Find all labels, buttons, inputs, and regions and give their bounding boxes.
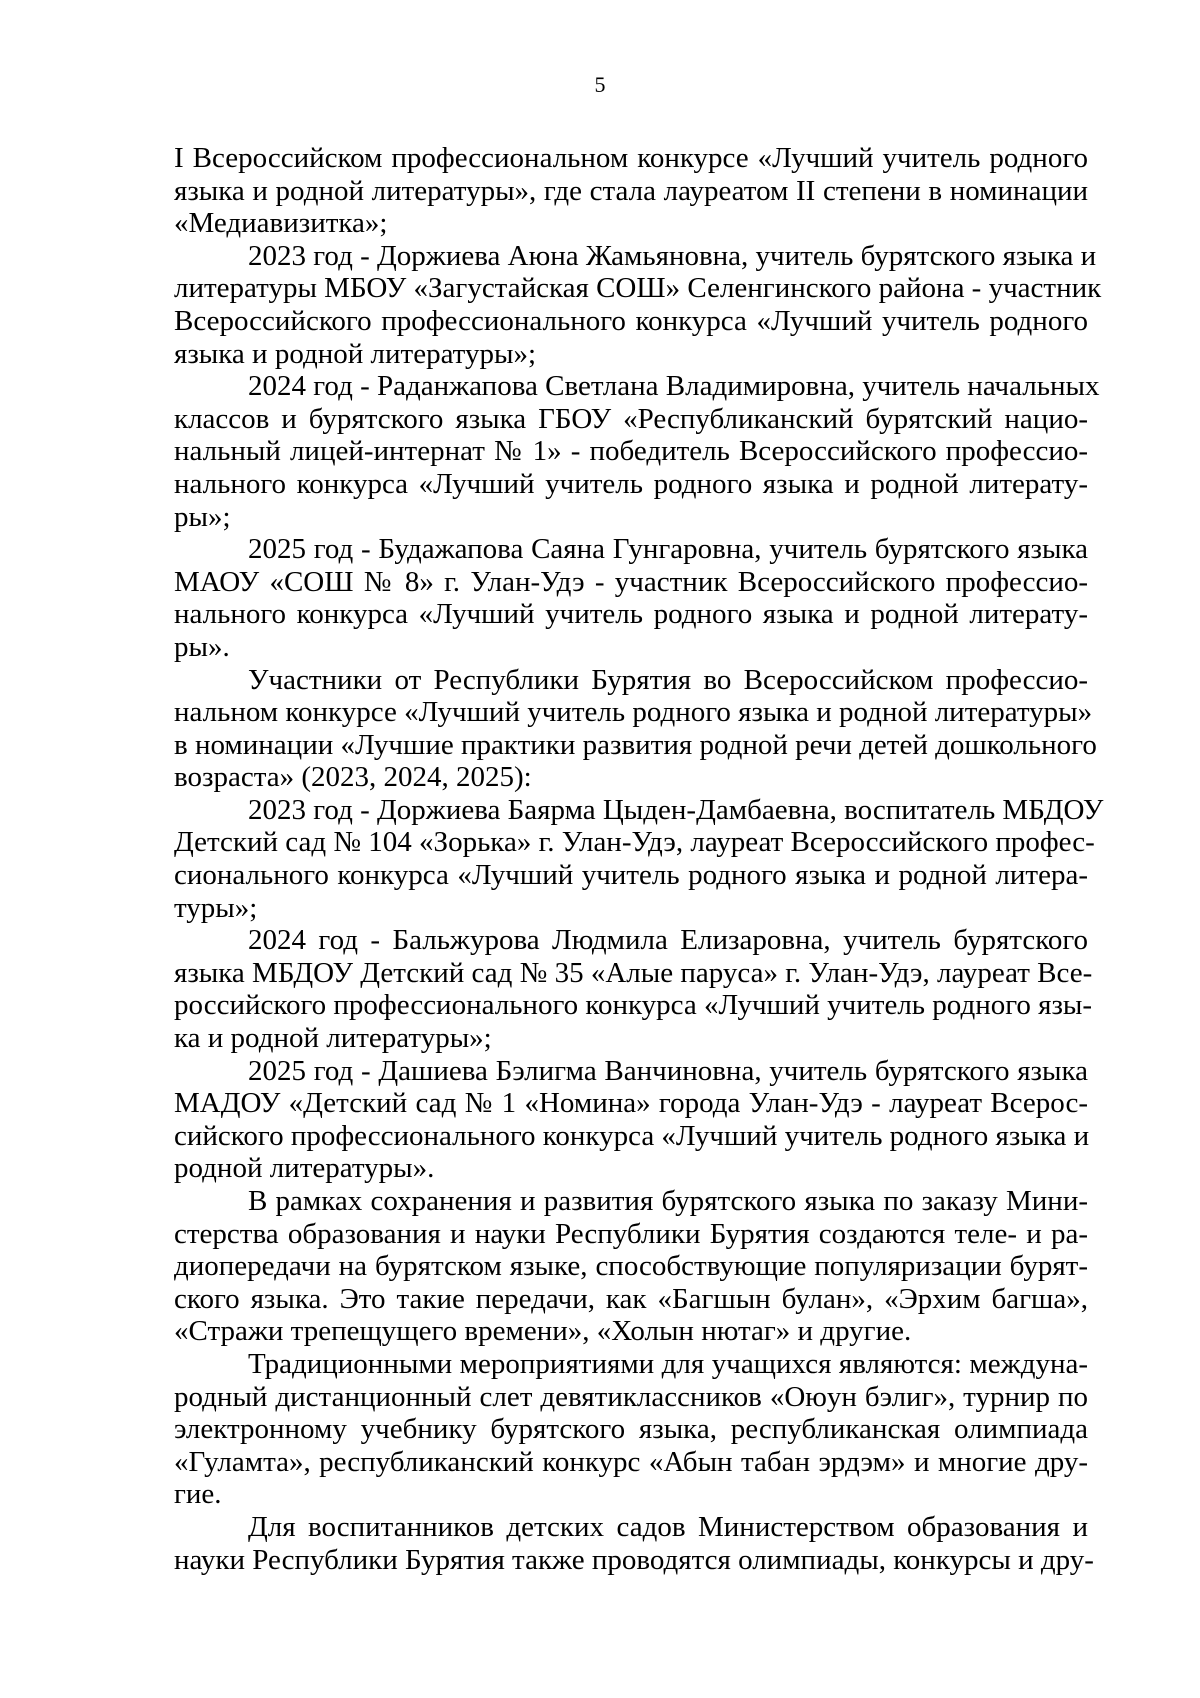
text-line: в номинации «Лучшие практики развития родной речи детей дошкольного [174, 728, 1097, 761]
text-line: ка и родной литературы»; [174, 1022, 492, 1055]
text-line: стерства образования и науки Республики Бурятия создаются теле- и ра- [174, 1217, 1088, 1250]
document-body [174, 142, 1104, 1576]
page-number: 5 [594, 72, 606, 97]
text-line: гие. [174, 1478, 222, 1511]
text-line: науки Республики Бурятия также проводятся олимпиады, конкурсы и дру- [174, 1543, 1094, 1576]
text-line: 2025 год - Будажапова Саяна Гунгаровна, учитель бурятского языка [248, 533, 1088, 566]
text-line: родной литературы». [174, 1152, 435, 1185]
text-line: ры»; [174, 500, 231, 533]
text-line: Всероссийского профессионального конкурса «Лучший учитель родного [174, 304, 1088, 337]
text-line: классов и бурятского языка ГБОУ «Республиканский бурятский нацио- [174, 402, 1088, 435]
text-line: родный дистанционный слет девятиклассников «Оюун бэлиг», турнир по [174, 1380, 1088, 1413]
text-line: возраста» (2023, 2024, 2025): [174, 761, 532, 794]
text-line: 2025 год - Дашиева Бэлигма Ванчиновна, учитель бурятского языка [248, 1054, 1088, 1087]
text-line: сионального конкурса «Лучший учитель родного языка и родной литера- [174, 859, 1088, 892]
text-line: литературы МБОУ «Загустайская СОШ» Селенгинского района - участник [174, 272, 1102, 305]
text-line: В рамках сохранения и развития бурятского языка по заказу Мини- [248, 1185, 1088, 1217]
text-line: «Гуламта», республиканский конкурс «Абын табан эрдэм» и многие дру- [174, 1445, 1088, 1478]
text-line: диопередачи на бурятском языке, способствующие популяризации бурят- [174, 1250, 1088, 1283]
text-line: 2024 год - Бальжурова Людмила Елизаровна, учитель бурятского [248, 924, 1088, 957]
text-line: МАОУ «СОШ № 8» г. Улан-Удэ - участник Всероссийского профессио- [174, 565, 1088, 598]
text-line: нального конкурса «Лучший учитель родного языка и родной литерату- [174, 467, 1088, 500]
text-line: электронному учебнику бурятского языка, республиканская олимпиада [174, 1413, 1088, 1446]
text-line: I Всероссийском профессиональном конкурсе «Лучший учитель родного [174, 142, 1088, 174]
text-line: «Стражи трепещущего времени», «Холын нютаг» и другие. [174, 1315, 912, 1348]
text-line: российского профессионального конкурса «Лучший учитель родного язы- [174, 989, 1093, 1022]
text-line: Детский сад № 104 «Зорька» г. Улан-Удэ, лауреат Всероссийского профес- [174, 826, 1095, 859]
text-line: ры». [174, 630, 230, 663]
text-line: нального конкурса «Лучший учитель родного языка и родной литерату- [174, 598, 1088, 631]
text-line: нальном конкурсе «Лучший учитель родного языка и родной литературы» [174, 696, 1093, 729]
text-line: языка и родной литературы»; [174, 337, 537, 370]
text-line: Для воспитанников детских садов Министерством образования и [248, 1510, 1088, 1543]
text-line: 2023 год - Доржиева Баярма Цыден-Дамбаевна, воспитатель МБДОУ [248, 793, 1104, 826]
text-line: Участники от Республики Бурятия во Всероссийском профессио- [248, 663, 1088, 696]
text-line: нальный лицей-интернат № 1» - победитель Всероссийского профессио- [174, 435, 1088, 468]
text-line: 2023 год - Доржиева Аюна Жамьяновна, учитель бурятского языка и [248, 239, 1097, 272]
text-line: языка и родной литературы», где стала лауреатом II степени в номинации [174, 174, 1088, 207]
text-line: «Медиавизитка»; [174, 207, 388, 240]
text-line: языка МБДОУ Детский сад № 35 «Алые паруса» г. Улан-Удэ, лауреат Все- [174, 956, 1093, 989]
text-line: сийского профессионального конкурса «Лучший учитель родного языка и [174, 1119, 1090, 1152]
text-line: Традиционными мероприятиями для учащихся являются: междуна- [248, 1347, 1088, 1380]
text-line: туры»; [174, 891, 258, 924]
text-line: МАДОУ «Детский сад № 1 «Номина» города Улан-Удэ - лауреат Всерос- [174, 1087, 1088, 1120]
text-line: ского языка. Это такие передачи, как «Багшын булан», «Эрхим багша», [174, 1282, 1088, 1315]
text-line: 2024 год - Раданжапова Светлана Владимировна, учитель начальных [248, 370, 1100, 403]
